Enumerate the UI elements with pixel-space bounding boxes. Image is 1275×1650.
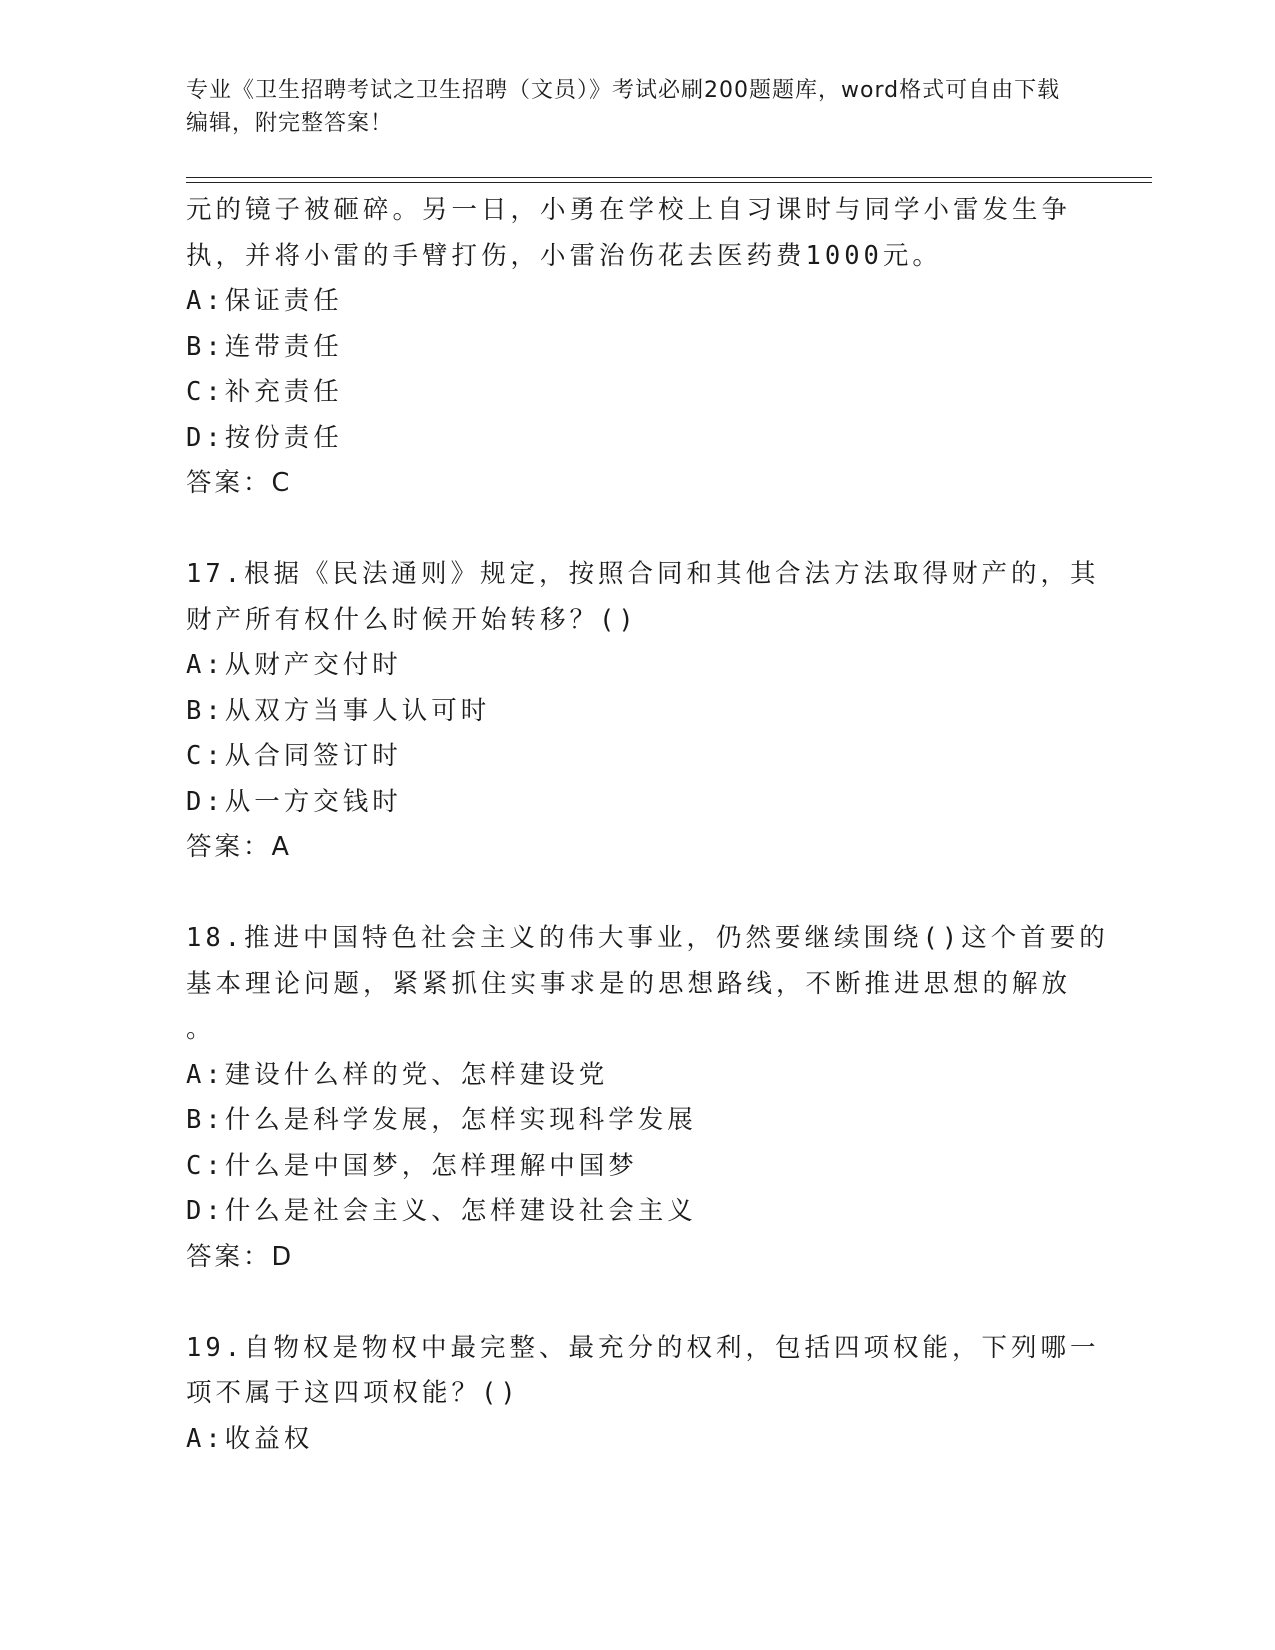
question-text-line: 基本理论问题，紧紧抓住实事求是的思想路线，不断推进思想的解放 [186,968,1072,999]
answer-line: 答案：A [186,832,292,862]
question-content [186,188,1109,1462]
question-18 [186,916,1109,1280]
answer-line: 答案：D [186,1241,295,1272]
option-d: D:什么是社会主义、怎样建设社会主义 [186,1196,697,1226]
question-text-line: 执，并将小雷的手臂打伤，小雷治伤花去医药费1000元。 [186,240,942,271]
option-b: B:连带责任 [186,331,343,362]
option-c: C:什么是中国梦，怎样理解中国梦 [186,1150,638,1181]
answer-line: 答案：C [186,468,293,498]
question-text-line: 项不属于这四项权能？() [186,1378,520,1408]
option-a: A:收益权 [186,1423,314,1454]
question-text-line: 财产所有权什么时候开始转移？() [186,604,638,635]
question-text-line: 19.自物权是物权中最完整、最充分的权利，包括四项权能，下列哪一 [186,1332,1100,1363]
spacer [186,871,1086,917]
question-text-line: 。 [186,1014,216,1044]
spacer [186,1280,1086,1326]
spacer [186,507,1086,553]
header-divider-top [186,177,1152,178]
option-b: B:从双方当事人认可时 [186,695,491,726]
question-17 [186,552,1100,871]
document-header: 专业《卫生招聘考试之卫生招聘（文员）》考试必刷200题题库，word格式可自由下载编辑，附完整答案！ [186,78,1061,136]
option-c: C:从合同签订时 [186,741,402,771]
option-c: C:补充责任 [186,377,343,407]
option-a: A:建设什么样的党、怎样建设党 [186,1059,609,1090]
option-b: B:什么是科学发展，怎样实现科学发展 [186,1105,697,1135]
option-d: D:按份责任 [186,422,343,453]
question-text-line: 元的镜子被砸碎。另一日，小勇在学校上自习课时与同学小雷发生争 [186,195,1072,225]
question-16-continuation [186,188,1086,507]
question-text-line: 17.根据《民法通则》规定，按照合同和其他合法方法取得财产的，其 [186,559,1100,589]
header-divider-bottom [186,182,1152,183]
option-a: A:保证责任 [186,286,343,316]
option-d: D:从一方交钱时 [186,786,402,817]
question-text-line: 18.推进中国特色社会主义的伟大事业，仍然要继续围绕()这个首要的 [186,923,1109,953]
question-19 [186,1326,1100,1463]
option-a: A:从财产交付时 [186,650,402,680]
